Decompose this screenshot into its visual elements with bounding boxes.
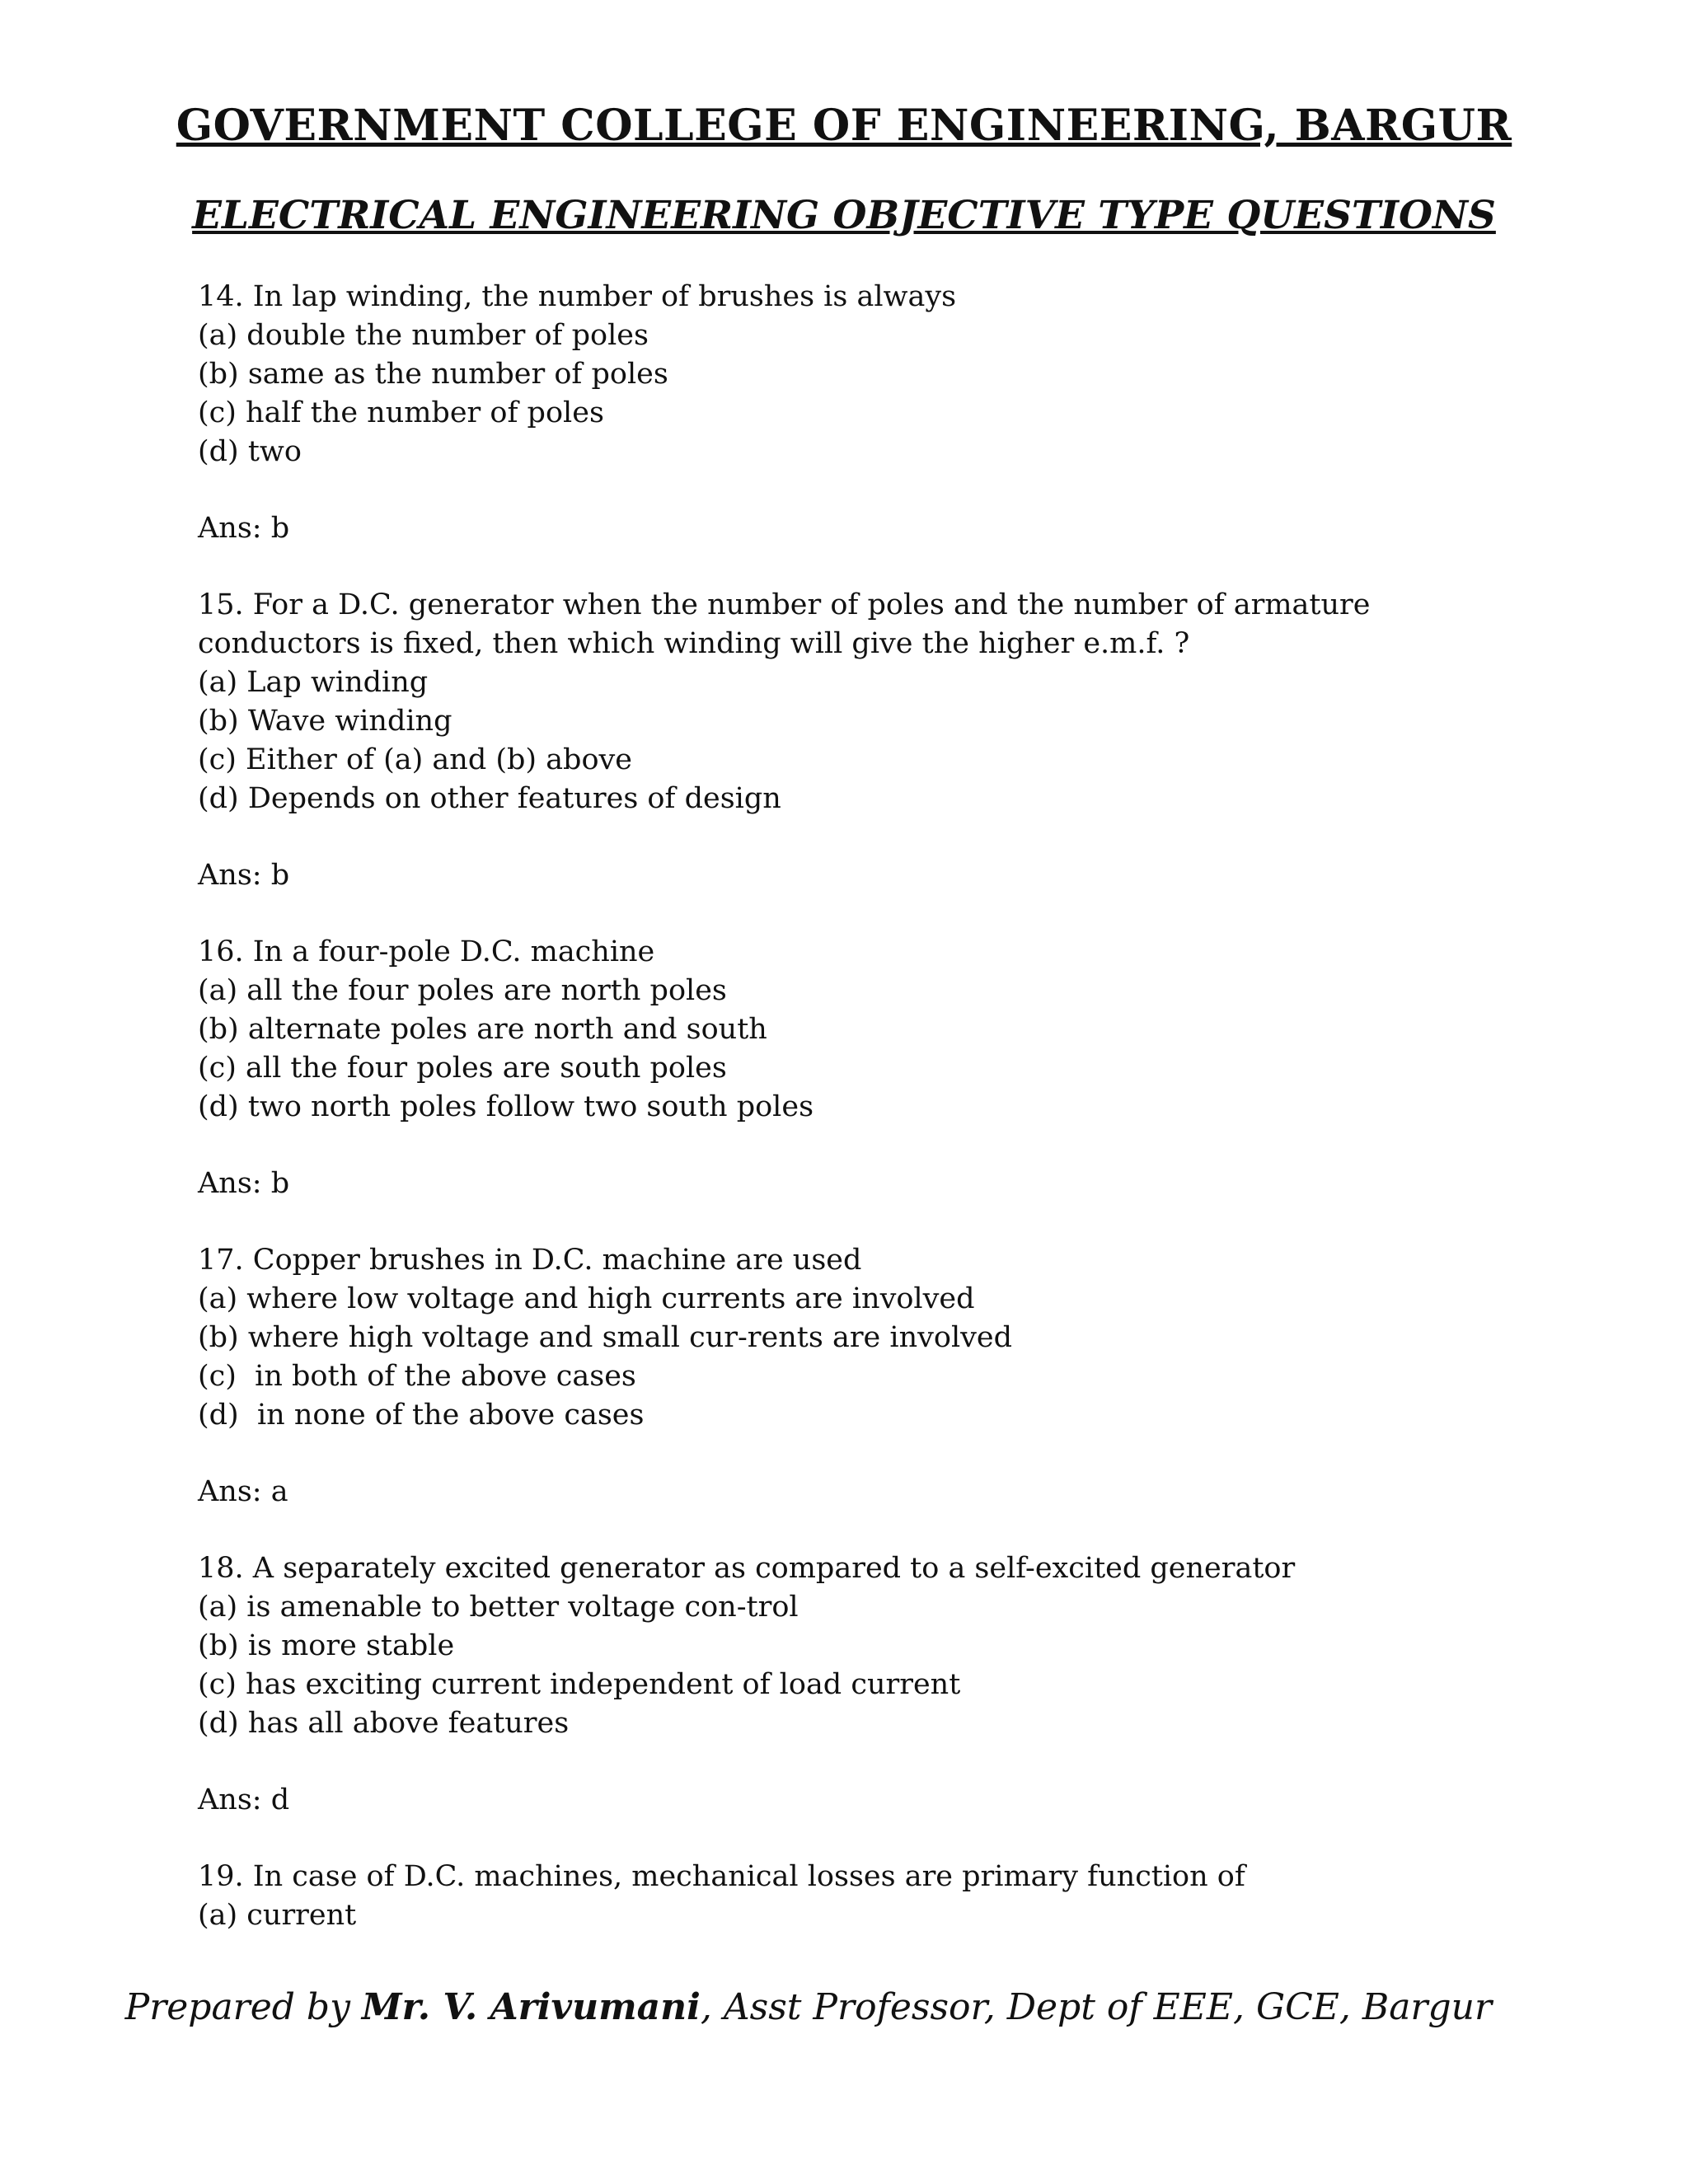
institution-title: GOVERNMENT COLLEGE OF ENGINEERING, BARGUR (176, 101, 1512, 151)
answer: Ans: b (198, 859, 290, 892)
question-text: 15. For a D.C. generator when the number of poles and the number of armature conductors is fixed, then which winding will give the higher e.m.f. ? (198, 588, 1380, 660)
option-c: (c) all the four poles are south poles (198, 1052, 727, 1085)
answer: Ans: b (198, 1167, 290, 1200)
option-d: (d) two north poles follow two south poles (198, 1090, 814, 1123)
answer: Ans: a (198, 1475, 288, 1508)
answer: Ans: d (198, 1783, 290, 1816)
option-a: (a) current (198, 1899, 357, 1932)
option-b: (b) is more stable (198, 1629, 455, 1662)
option-a: (a) where low voltage and high currents are involved (198, 1282, 975, 1315)
question-14 (198, 278, 1550, 548)
option-d: (d) in none of the above cases (198, 1399, 645, 1432)
option-c: (c) half the number of poles (198, 396, 604, 429)
option-d: (d) two (198, 435, 302, 468)
question-18 (198, 1549, 1550, 1820)
question-text: 18. A separately excited generator as compared to a self-excited generator (198, 1552, 1296, 1585)
option-a: (a) Lap winding (198, 666, 429, 699)
option-d: (d) has all above features (198, 1707, 570, 1740)
option-b: (b) same as the number of poles (198, 358, 668, 391)
option-a: (a) double the number of poles (198, 319, 649, 352)
question-list (198, 278, 1550, 1973)
footer-credit (0, 1986, 1492, 2028)
option-a: (a) is amenable to better voltage con-trol (198, 1591, 799, 1624)
option-a: (a) all the four poles are north poles (198, 974, 727, 1007)
footer-author: Mr. V. Arivumani (361, 1986, 701, 2028)
question-15 (198, 586, 1550, 895)
option-c: (c) Either of (a) and (b) above (198, 743, 633, 776)
answer: Ans: b (198, 512, 290, 545)
question-17 (198, 1241, 1550, 1511)
question-text: 14. In lap winding, the number of brushes is always (198, 280, 957, 313)
footer-suffix: , Asst Professor, Dept of EEE, GCE, Bargur (700, 1986, 1492, 2028)
question-19 (198, 1858, 1550, 1935)
question-text: 17. Copper brushes in D.C. machine are used (198, 1244, 862, 1277)
option-b: (b) where high voltage and small cur-rents are involved (198, 1321, 1013, 1354)
option-b: (b) alternate poles are north and south (198, 1013, 767, 1046)
document-subtitle: ELECTRICAL ENGINEERING OBJECTIVE TYPE QUESTIONS (192, 193, 1496, 238)
question-text: 19. In case of D.C. machines, mechanical losses are primary function of (198, 1860, 1245, 1893)
footer-prefix: Prepared by (124, 1986, 362, 2028)
option-b: (b) Wave winding (198, 705, 452, 738)
question-text: 16. In a four-pole D.C. machine (198, 935, 655, 968)
option-d: (d) Depends on other features of design (198, 782, 781, 815)
question-16 (198, 933, 1550, 1203)
option-c: (c) has exciting current independent of load current (198, 1668, 961, 1701)
option-c: (c) in both of the above cases (198, 1360, 636, 1393)
